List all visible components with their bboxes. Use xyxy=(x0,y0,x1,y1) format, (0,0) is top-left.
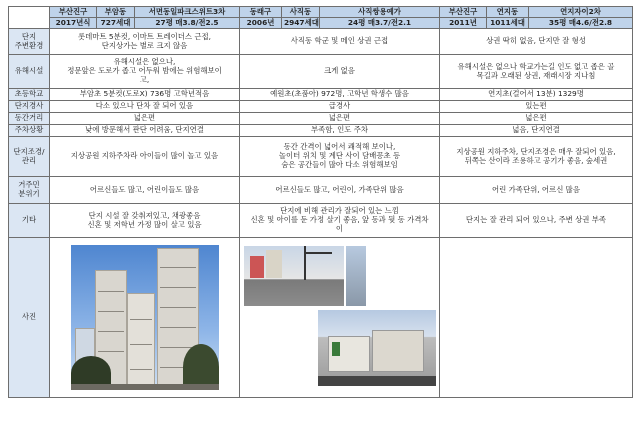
elementary-0: 부암초 5분컷(도로X) 736명 고학년적음 xyxy=(50,89,240,101)
year-2: 2011년 xyxy=(440,18,487,29)
complex-name-2: 연지자이2차 xyxy=(529,7,633,18)
households-2: 1011세대 xyxy=(487,18,529,29)
row-hazards xyxy=(9,55,633,89)
residents-0: 어르신들도 많고, 어린이들도 많음 xyxy=(50,177,240,204)
elementary-2: 연지초(걸어서 13분) 1329명 xyxy=(440,89,633,101)
photo-cell-0 xyxy=(50,238,240,398)
photo-apartment-towers xyxy=(71,245,219,390)
slope-1: 급경사 xyxy=(240,101,440,113)
row-landscaping xyxy=(9,137,633,177)
other-2: 단지는 잘 관리 되어 있으나, 주변 상권 부족 xyxy=(440,204,633,238)
hazards-0: 유해시설은 없으나, 정문앞은 도로가 좁고 어두워 밤에는 위험해보이 고, xyxy=(50,55,240,89)
parking-2: 넓음, 단지연결 xyxy=(440,125,633,137)
year-0: 2017년식 xyxy=(50,18,97,29)
surroundings-1: 사직동 학군 및 메인 상권 근접 xyxy=(240,29,440,55)
surroundings-0: 롯데마트 5분컷, 이마트 트레이더스 근접, 단지상가는 별로 크지 않음 xyxy=(50,29,240,55)
landscaping-2: 지상공원 지하주차, 단지조경은 매우 잘되어 있음, 뒤쪽는 산이라 조용하고 공기가 좋음, 숲세권 xyxy=(440,137,633,177)
row-surroundings xyxy=(9,29,633,55)
row-parking xyxy=(9,125,633,137)
complex-name-0: 서면동일파크스위트3차 xyxy=(135,7,240,18)
size-price-0: 27평 매3.8/전2.5 xyxy=(135,18,240,29)
apartment-comparison-table xyxy=(8,6,633,398)
row-elementary xyxy=(9,89,633,101)
building-distance-1: 넓은편 xyxy=(240,113,440,125)
row-photos xyxy=(9,238,633,398)
year-1: 2006년 xyxy=(240,18,282,29)
residents-2: 어린 가족단위, 어르신 많음 xyxy=(440,177,633,204)
row-label-photos: 사진 xyxy=(9,238,50,398)
photo-cell-2-empty xyxy=(440,238,633,398)
dong-2: 연지동 xyxy=(487,7,529,18)
building-distance-0: 넓은편 xyxy=(50,113,240,125)
complex-name-1: 사직쌍용예가 xyxy=(320,7,440,18)
header-row-1 xyxy=(9,7,633,18)
landscaping-1: 동간 간격이 넓어서 쾌적해 보이나, 놀이터 위치 및 계단 사이 담배꽁초 등 숨은 공간들이 많아 다소 위험해보임 xyxy=(240,137,440,177)
row-building-distance xyxy=(9,113,633,125)
dong-1: 사직동 xyxy=(282,7,320,18)
other-1: 단지에 비해 관리가 잘되어 있는 느낌 신혼 및 아이를 둔 가정 살기 좋음, 앞 동과 뒷 동 가격차 이 xyxy=(240,204,440,238)
size-price-2: 35평 매4.6/전2.8 xyxy=(529,18,633,29)
row-slope xyxy=(9,101,633,113)
row-residents xyxy=(9,177,633,204)
elementary-1: 예원초(초품아) 972명, 고학년 학생수 많음 xyxy=(240,89,440,101)
hazards-2: 유해시설은 없으나 학교가는길 인도 없고 좁은 골 목길과 오래된 상권, 재래시장 지나침 xyxy=(440,55,633,89)
corner-cell xyxy=(9,7,50,29)
row-label-building-distance: 동간거리 xyxy=(9,113,50,125)
households-0: 727세대 xyxy=(97,18,135,29)
row-label-residents: 거주민 분위기 xyxy=(9,177,50,204)
row-label-surroundings: 단지 주변환경 xyxy=(9,29,50,55)
landscaping-0: 지상공원 지하주차라 아이들이 많이 놀고 있음 xyxy=(50,137,240,177)
building-distance-2: 넓은편 xyxy=(440,113,633,125)
row-label-hazards: 유해시설 xyxy=(9,55,50,89)
parking-1: 부족함, 인도 주차 xyxy=(240,125,440,137)
photo-street-intersection xyxy=(244,246,344,306)
parking-0: 낮에 방문해서 판단 어려움, 단지연결 xyxy=(50,125,240,137)
photo-shopping-building xyxy=(318,310,436,386)
photo-cell-1 xyxy=(240,238,440,398)
other-0: 단지 시설 잘 갖춰져있고, 채광좋음 신혼 및 저학년 가정 많이 살고 있음 xyxy=(50,204,240,238)
row-label-other: 기타 xyxy=(9,204,50,238)
row-label-elementary: 초등학교 xyxy=(9,89,50,101)
district-2: 부산진구 xyxy=(440,7,487,18)
row-label-parking: 주차상황 xyxy=(9,125,50,137)
district-1: 동래구 xyxy=(240,7,282,18)
residents-1: 어르신들도 많고, 어린이, 가족단위 많음 xyxy=(240,177,440,204)
dong-0: 부암동 xyxy=(97,7,135,18)
row-label-slope: 단지경사 xyxy=(9,101,50,113)
surroundings-2: 상권 딱히 없음, 단지만 잘 형성 xyxy=(440,29,633,55)
district-0: 부산진구 xyxy=(50,7,97,18)
hazards-1: 크게 없음 xyxy=(240,55,440,89)
slope-0: 다소 있으나 단차 잘 되어 있음 xyxy=(50,101,240,113)
header-row-2 xyxy=(9,18,633,29)
row-other xyxy=(9,204,633,238)
size-price-1: 24평 매3.7/전2.1 xyxy=(320,18,440,29)
households-1: 2947세대 xyxy=(282,18,320,29)
photo-street-collage xyxy=(240,244,440,392)
slope-2: 있는편 xyxy=(440,101,633,113)
row-label-landscaping: 단지조경/ 관리 xyxy=(9,137,50,177)
